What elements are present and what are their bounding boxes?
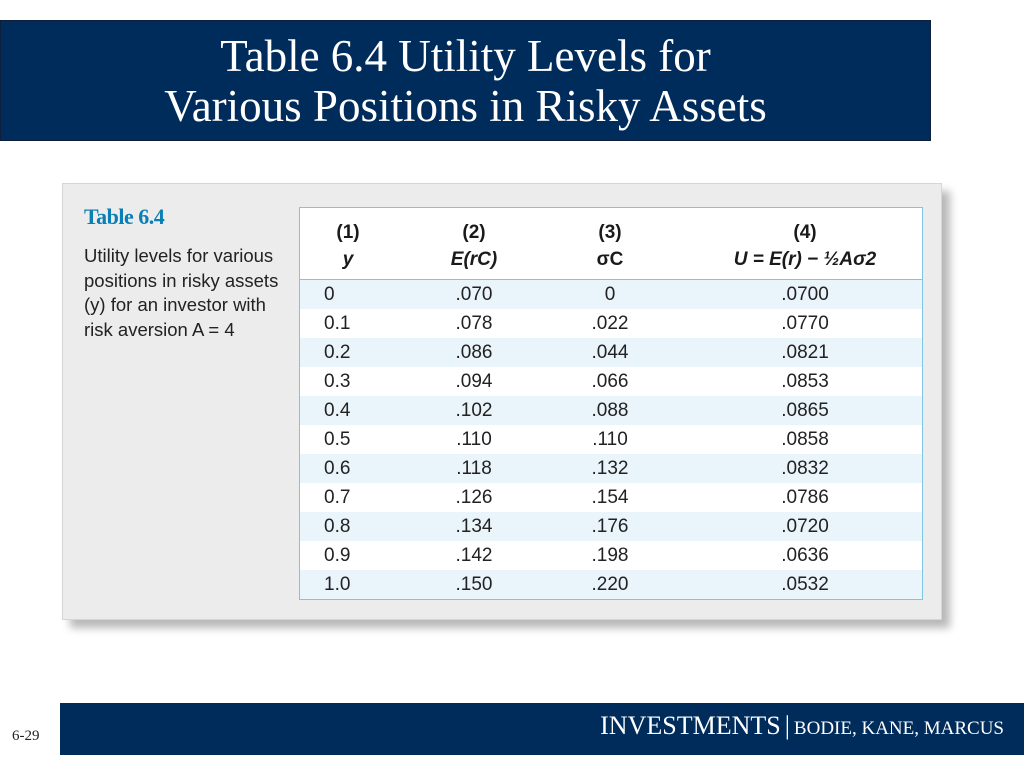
table-cell-col-2: .086: [455, 342, 493, 363]
table-cell-col-2: .078: [455, 313, 493, 334]
table-cell-col-3: .088: [591, 400, 629, 421]
table-row: [300, 541, 922, 570]
table-cell-col-3: .022: [591, 313, 629, 334]
table-cell-col-3: .044: [591, 342, 629, 363]
table-row: [300, 396, 922, 425]
table-cell-col-3: .154: [591, 487, 629, 508]
table-cell-col-1: 1.0: [324, 574, 351, 595]
table-cell-col-2: .094: [455, 371, 493, 392]
table-cell-col-4: .0532: [781, 574, 829, 595]
table-cell-col-1: 0.3: [324, 371, 351, 392]
table-cell-col-1: 0.4: [324, 400, 351, 421]
table-row: [300, 483, 922, 512]
table-cell-col-1: 0.8: [324, 516, 351, 537]
table-cell-col-1: 0.2: [324, 342, 351, 363]
table-cell-col-4: .0720: [781, 516, 829, 537]
table-body: [300, 280, 922, 599]
table-cell-col-4: .0636: [781, 545, 829, 566]
header-col-3: [570, 219, 650, 273]
slide-title-line-2: Various Positions in Risky Assets: [164, 80, 767, 131]
table-cell-col-2: .118: [456, 458, 492, 479]
table-row: [300, 425, 922, 454]
table-header: [300, 208, 922, 280]
header-col-2-label: E(rC): [450, 249, 498, 270]
table-cell-col-2: .126: [455, 487, 493, 508]
table-cell-col-1: 0.5: [324, 429, 351, 450]
slide-title-bar: [0, 20, 931, 141]
table-cell-col-3: .198: [591, 545, 629, 566]
table-row: [300, 280, 922, 309]
table-cell-col-4: .0832: [781, 458, 829, 479]
header-col-3-num: (3): [598, 222, 622, 243]
footer-authors: BODIE, KANE, MARCUS: [793, 718, 1004, 739]
slide-title-line-1: Table 6.4 Utility Levels for: [220, 30, 711, 81]
table-cell-col-2: .150: [455, 574, 493, 595]
table-cell-col-4: .0770: [781, 313, 829, 334]
table-caption: [84, 204, 284, 342]
header-col-4-num: (4): [793, 222, 817, 243]
table-cell-col-2: .110: [456, 429, 492, 450]
table-cell-col-1: 0.6: [324, 458, 351, 479]
header-col-1-label: y: [342, 249, 354, 270]
table-cell-col-2: .070: [455, 284, 493, 305]
header-col-1: [328, 219, 368, 273]
table-cell-col-4: .0853: [781, 371, 829, 392]
table-row: [300, 309, 922, 338]
caption-description: Utility levels for various positions in risky assets (y) for an investor with risk aversion A = 4: [84, 245, 279, 340]
header-col-1-num: (1): [336, 222, 360, 243]
table-row: [300, 512, 922, 541]
header-col-3-label: σC: [596, 249, 624, 270]
table-cell-col-2: .134: [455, 516, 493, 537]
page-number: 6-29: [12, 728, 40, 744]
caption-title: Table 6.4: [84, 204, 165, 229]
footer-text: [600, 711, 1004, 741]
footer-brand: INVESTMENTS: [600, 711, 781, 740]
utility-table: [299, 207, 923, 600]
table-cell-col-1: 0: [324, 284, 335, 305]
table-row: [300, 338, 922, 367]
table-cell-col-2: .102: [455, 400, 493, 421]
table-cell-col-1: 0.1: [324, 313, 351, 334]
table-row: [300, 570, 922, 599]
table-cell-col-4: .0700: [781, 284, 829, 305]
table-cell-col-3: 0: [604, 284, 616, 305]
table-cell-col-4: .0786: [781, 487, 829, 508]
table-cell-col-3: .110: [592, 429, 628, 450]
table-row: [300, 454, 922, 483]
table-cell-col-3: .132: [591, 458, 629, 479]
table-cell-col-4: .0865: [781, 400, 829, 421]
table-cell-col-2: .142: [455, 545, 493, 566]
header-col-4: [700, 219, 910, 273]
table-cell-col-3: .220: [591, 574, 629, 595]
table-figure: [62, 183, 942, 620]
table-cell-col-4: .0821: [781, 342, 829, 363]
table-cell-col-4: .0858: [781, 429, 829, 450]
header-col-2-num: (2): [462, 222, 486, 243]
table-cell-col-1: 0.9: [324, 545, 351, 566]
table-row: [300, 367, 922, 396]
header-col-4-label: U = E(r) − ½Aσ2: [733, 249, 877, 270]
table-cell-col-3: .176: [591, 516, 629, 537]
table-cell-col-1: 0.7: [324, 487, 351, 508]
footer-bar: [60, 703, 1024, 755]
table-cell-col-3: .066: [591, 371, 629, 392]
header-col-2: [434, 219, 514, 273]
footer-separator: |: [784, 711, 790, 740]
